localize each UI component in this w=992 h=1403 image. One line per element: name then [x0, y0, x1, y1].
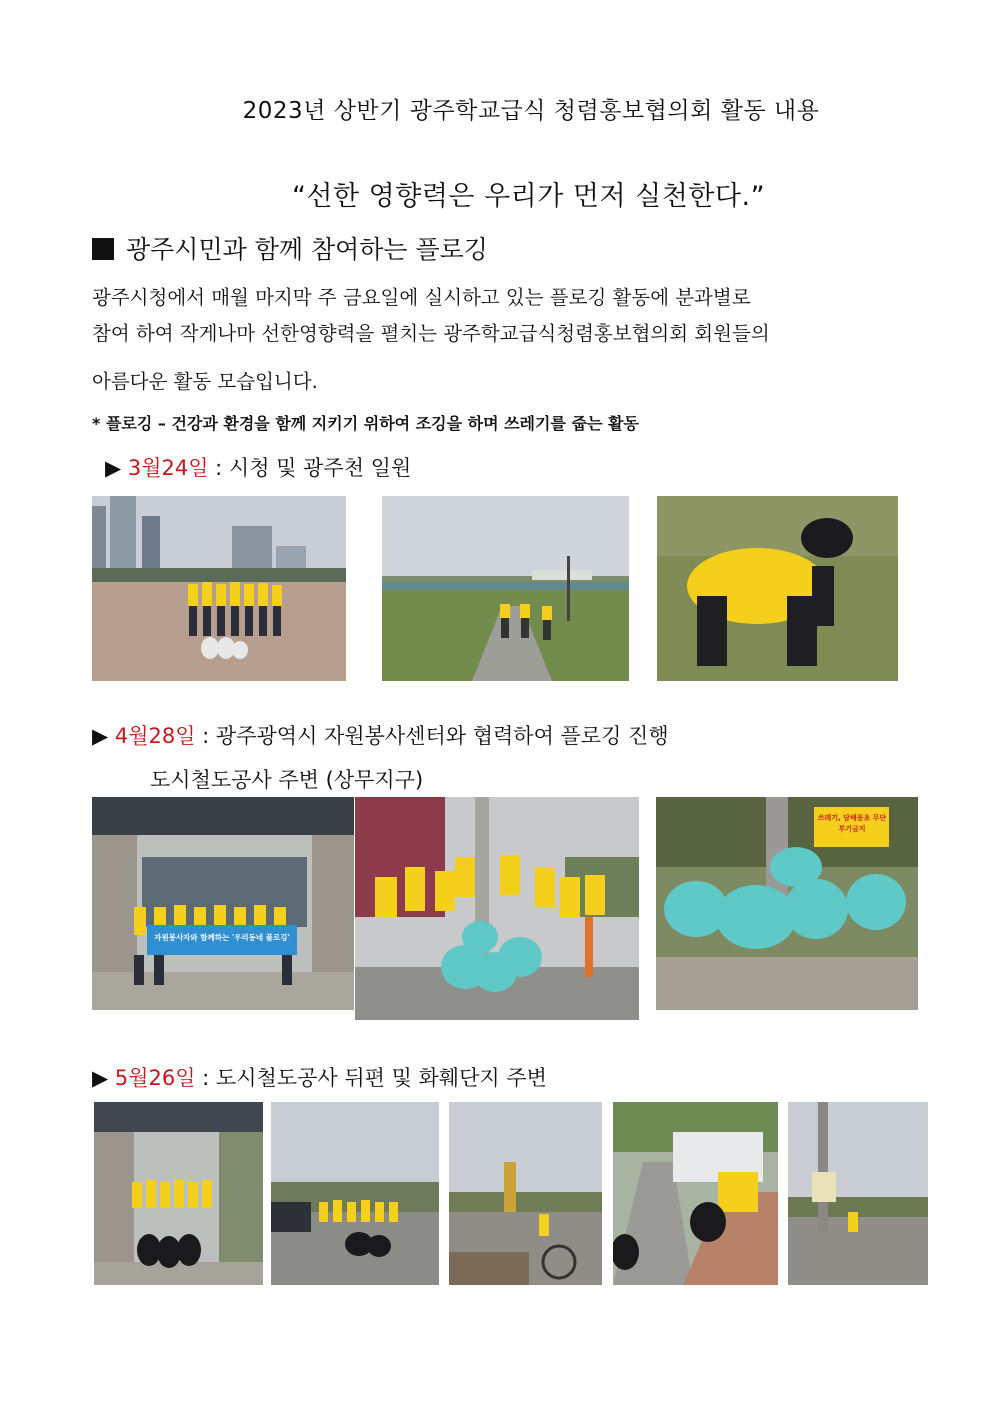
event-date: 4월28일	[114, 724, 196, 748]
triangle-bullet-icon: ▶	[105, 456, 122, 480]
banner-text: 자원봉사자와 함께하는 '우리동네 플로깅'	[154, 933, 290, 942]
photo-may-sidewalk	[613, 1102, 778, 1285]
paragraph-line-2: 참여 하여 작게나마 선한영향력을 펼치는 광주학교급식청렴홍보협의회 회원들의	[92, 322, 770, 345]
plogging-note: * 플로깅 – 건강과 환경을 함께 지키기 위하여 조깅을 하며 쓰레기를 줍는 활동	[92, 414, 639, 433]
event-desc: : 시청 및 광주천 일원	[208, 456, 412, 480]
page-title: 2023년 상반기 광주학교급식 청렴홍보협의회 활동 내용	[242, 98, 820, 124]
photo-april-group-banner	[92, 797, 354, 1010]
section-heading-text: 광주시민과 함께 참여하는 플로깅	[126, 235, 488, 264]
photo-may-group-street	[271, 1102, 439, 1285]
event-april	[92, 720, 669, 750]
photo-march-group-city-hall	[92, 496, 346, 681]
section-heading	[92, 230, 488, 266]
event-date: 5월26일	[114, 1066, 196, 1090]
photo-march-walkway	[382, 496, 629, 681]
photo-may-group-building	[94, 1102, 263, 1285]
photo-may-roadside	[449, 1102, 602, 1285]
motto: “선한 영향력은 우리가 먼저 실천한다.”	[291, 181, 766, 212]
photo-may-utility-pole	[788, 1102, 928, 1285]
event-april-location: 도시철도공사 주변 (상무지구)	[150, 768, 424, 792]
paragraph-line-1: 광주시청에서 매월 마지막 주 금요일에 실시하고 있는 플로깅 활동에 분과별로	[92, 286, 751, 309]
event-desc: : 도시철도공사 뒤편 및 화훼단지 주변	[195, 1066, 547, 1090]
photo-march-picking-trash	[657, 496, 898, 681]
paragraph-line-3: 아름다운 활동 모습입니다.	[92, 370, 318, 393]
sign-text: 쓰레기, 담배꽁초 무단투기금지	[817, 814, 887, 833]
triangle-bullet-icon: ▶	[92, 1066, 109, 1090]
square-bullet-icon	[92, 238, 114, 260]
event-march	[105, 452, 411, 482]
photo-april-trash-bags-sign	[656, 797, 918, 1010]
event-date: 3월24일	[127, 456, 209, 480]
photo-april-group-bags	[355, 797, 639, 1020]
triangle-bullet-icon: ▶	[92, 724, 109, 748]
event-desc: : 광주광역시 자원봉사센터와 협력하여 플로깅 진행	[195, 724, 669, 748]
event-may	[92, 1062, 547, 1092]
